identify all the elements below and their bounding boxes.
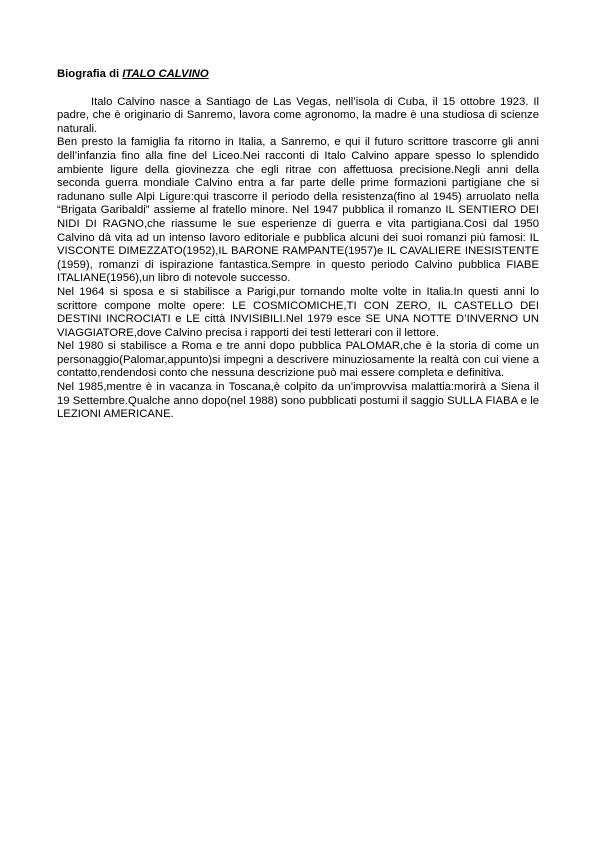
paragraph-youth-and-war: Ben presto la famiglia fa ritorno in Italia, a Sanremo, e qui il futuro scrittore trascorre gli anni dell’infanzia fino alla fine del Liceo.Nei racconti di Italo Calvino appare spesso lo splendido ambiente ligure della giovinezza che egli ritrae con affettuosa precisione.Negli anni della seconda guerra mondiale Calvino entra a far parte delle prime formazioni partigiane che si radunano sulle Alpi Ligure:qui trascorre il periodo della resistenza(fino al 1945) arruolato nella “Brigata Garibaldi” assieme al fratello minore. Nel 1947 pubblica il romanzo IL SENTIERO DEI NIDI DI RAGNO,che riassume le sue esperienze di guerra e vita partigiana.Così dal 1950 Calvino dà vita ad un intenso lavoro editoriale e pubblica alcuni dei suoi romanzi più famosi: IL VISCONTE DIMEZZATO(1952),IL BARONE RAMPANTE(1957)e IL CAVALIERE INESISTENTE (1959), romanzi di ispirazione fantastica.Sempre in questo periodo Calvino pubblica FIABE ITALIANE(1956),un libro di notevole successo.: [57, 136, 539, 285]
paragraph-death: Nel 1985,mentre è in vacanza in Toscana,è colpito da un’improvvisa malattia:morirà a Siena il 19 Settembre.Qualche anno dopo(nel 1988) sono pubblicati postumi il saggio SULLA FIABA e le LEZIONI AMERICANE.: [57, 381, 539, 421]
paragraph-birth: Italo Calvino nasce a Santiago de Las Vegas, nell’isola di Cuba, il 15 ottobre 1923. Il padre, che è originario di Sanremo, lavora come agronomo, la madre è una studiosa di scienze naturali.: [57, 95, 539, 135]
paragraph-paris: Nel 1964 si sposa e si stabilisce a Parigi,pur tornando molte volte in Italia.In questi anni lo scrittore compone molte opere: LE COSMICOMICHE,TI CON ZERO, IL CASTELLO DEI DESTINI INCROCIATI e LE città INVISIBILI.Nel 1979 esce SE UNA NOTTE D’INVERNO UN VIAGGIATORE,dove Calvino precisa i rapporti dei testi letterari con il lettore.: [57, 285, 539, 339]
title-author-name: ITALO CALVINO: [122, 68, 209, 80]
title-prefix: Biografia di: [57, 68, 123, 80]
document-title: [57, 68, 539, 82]
paragraph-rome: Nel 1980 si stabilisce a Roma e tre anni dopo pubblica PALOMAR,che è la storia di come un personaggio(Palomar,appunto)si impegni a descrivere minuziosamente la realtà con cui viene a contatto,rendendosi conto che nessuna descrizione può mai essere completa e definitiva.: [57, 340, 539, 380]
document-page: [57, 68, 539, 422]
